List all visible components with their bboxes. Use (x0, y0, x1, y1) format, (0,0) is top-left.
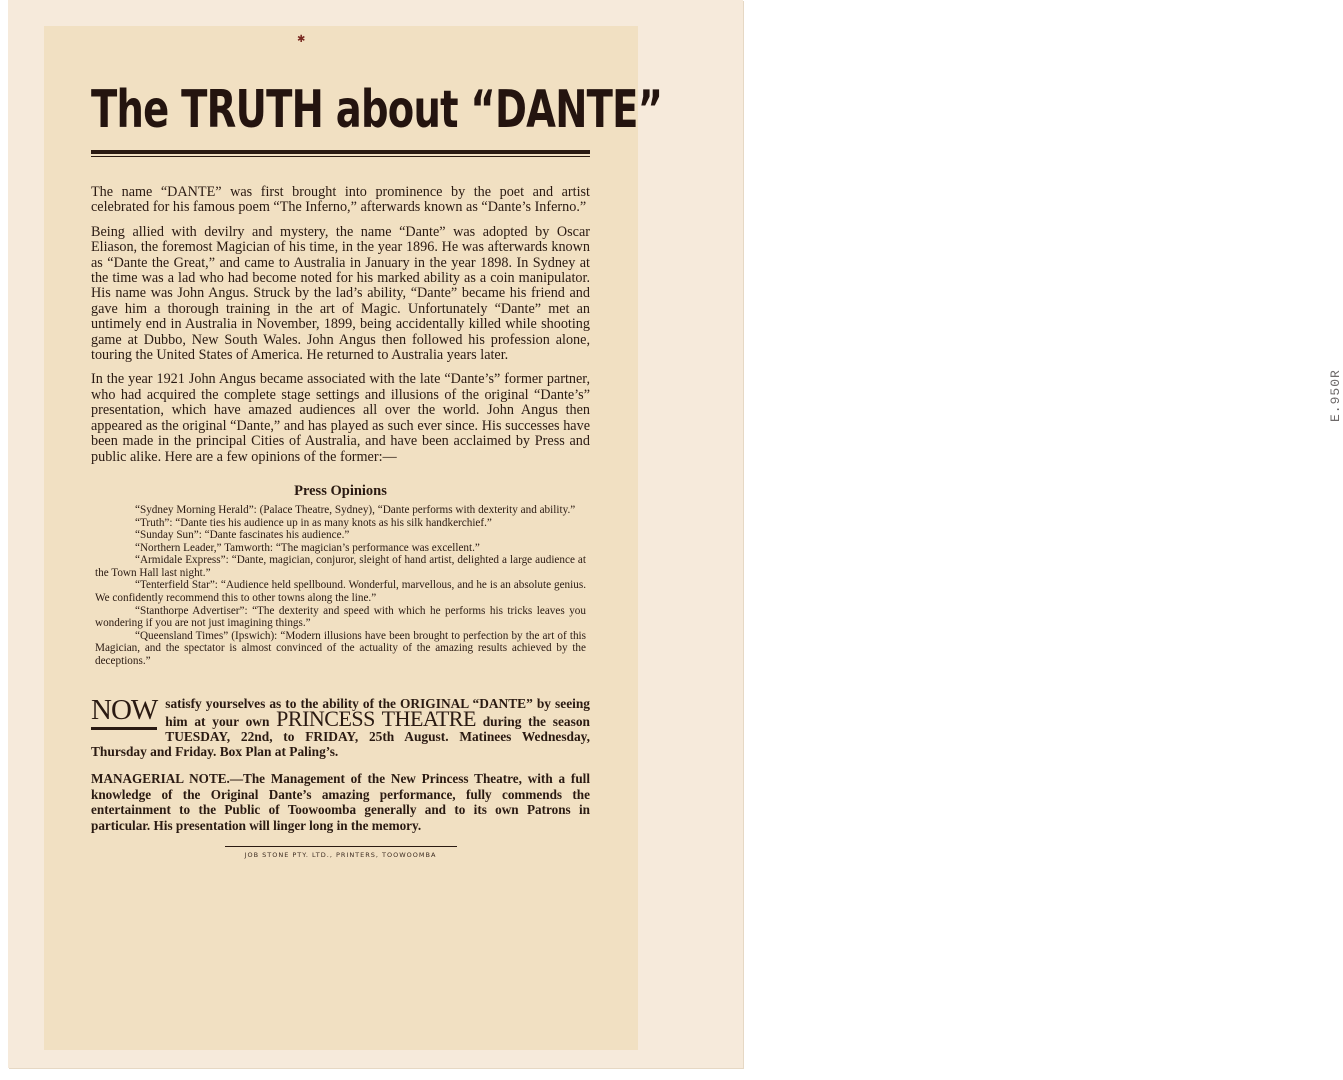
now-word: NOW (91, 696, 157, 730)
announcement (91, 693, 590, 760)
archive-stamp (662, 210, 1343, 422)
press-quote: “Armidale Express”: “Dante, magician, conjuror, sleight of hand artist, delighted a large audience at the Town Hall last night.” (95, 554, 586, 579)
managerial-note: MANAGERIAL NOTE.—The Management of the New Princess Theatre, with a full knowledge of the Original Dante’s amazing performance, fully commends the entertainment to the Public of Toowoomba generally and to its own Patrons in particular. His presentation will linger long in the memory. (91, 771, 590, 833)
press-opinions-heading: Press Opinions (294, 482, 387, 499)
archive-stamp-text: E.950R (1328, 369, 1343, 422)
printer-rule (225, 846, 457, 847)
press-quote: “Stanthorpe Advertiser”: “The dexterity and speed with which he performs his tricks leaves you wondering if you are not just imagining things.” (95, 604, 586, 630)
press-opinions-list (95, 504, 586, 668)
headline-rule-thin (91, 156, 590, 157)
announcement-text-1: satisfy yourselves as to the ability of the ORIGINAL “DANTE” by seeing him at your own (165, 695, 590, 729)
theatre-word: THEATRE (381, 705, 476, 731)
headline: The TRUTH about “DANTE” (91, 80, 663, 140)
pin-mark: ✱ (297, 34, 306, 45)
press-quote: “Northern Leader,” Tamworth: “The magician’s performance was excellent.” (135, 541, 480, 554)
press-quote: “Tenterfield Star”: “Audience held spellbound. Wonderful, marvellous, and he is an absolute genius. We confidently recommend this to other towns along the line.” (95, 579, 586, 605)
association-paragraph: In the year 1921 John Angus became associated with the late “Dante’s” former partner, who had acquired the complete stage settings and illusions of the original “Dante’s” presentation, which have amazed audiences all over the world. John Angus then appeared as the original “Dante,” and has played as such ever since. His successes have been made in the principal Cities of Australia, and have been acclaimed by Press and public alike. Here are a few opinions of the former:— (91, 371, 590, 465)
printer-imprint: JOB STONE PTY. LTD., PRINTERS, TOOWOOMBA (244, 851, 437, 860)
handbill-sheet (44, 26, 663, 1050)
announcement-text-2: during the season TUESDAY, 22nd, to FRIDAY, 25th August. Matinees Wednesday, Thursday and Friday. Box Plan at Paling’s. (91, 713, 590, 760)
headline-rule-thick (91, 150, 590, 154)
press-quote: “Sunday Sun”: “Dante fascinates his audience.” (135, 529, 350, 542)
press-quote: “Truth”: “Dante ties his audience up in as many knots as his silk handkerchief.” (135, 516, 492, 529)
history-paragraph: Being allied with devilry and mystery, the name “Dante” was adopted by Oscar Eliason, the foremost Magician of his time, in the year 1896. He was afterwards known as “Dante the Great,” and came to Australia in January in the year 1898. In Sydney at the time was a lad who had become noted for his marked ability as a coin manipulator. His name was John Angus. Struck by the lad’s ability, “Dante” became his friend and gave him a thorough training in the art of Magic. Unfortunately “Dante” met an untimely end in Australia in November, 1899, being accidentally killed while shooting game at Dubbo, New South Wales. John Angus then followed his profession alone, touring the United States of America. He returned to Australia years later. (91, 223, 590, 364)
press-quote: “Queensland Times” (Ipswich): “Modern illusions have been brought to perfection by the art of this Magician, and the spectator is almost convinced of the actuality of the amazing results achieved by the deceptions.” (95, 629, 586, 668)
intro-paragraph: The name “DANTE” was first brought into prominence by the poet and artist celebrated for his famous poem “The Inferno,” afterwards known as “Dante’s Inferno.” (91, 184, 590, 216)
princess-word: PRINCESS (276, 705, 375, 731)
press-quote: “Sydney Morning Herald”: (Palace Theatre, Sydney), “Dante performs with dexterity and ability.” (135, 503, 576, 516)
